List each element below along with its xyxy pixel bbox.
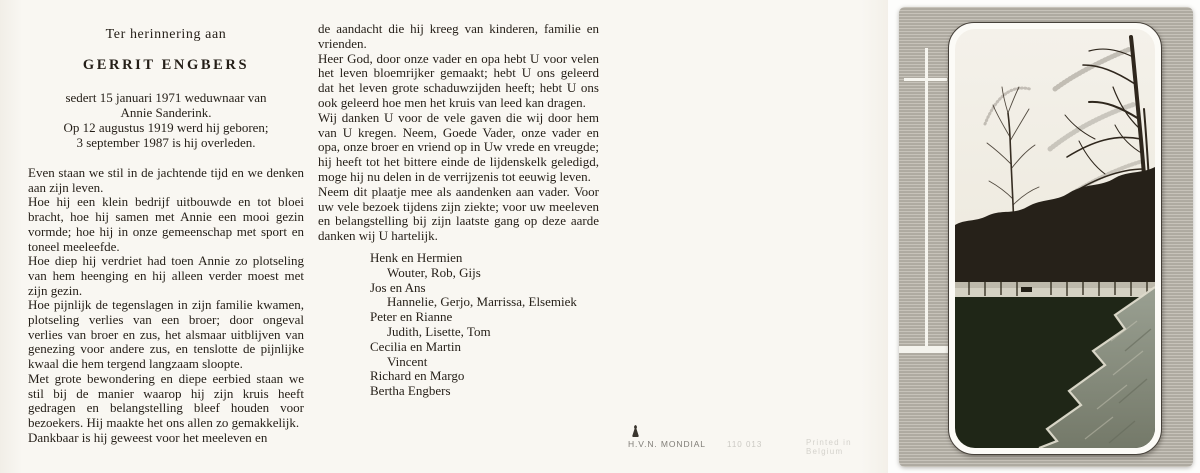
keepsake-paragraph: Neem dit plaatje mee als aandenken aan vader. Voor uw vele bezoek tijdens zijn ziekte; voor uw meeleven en belangstelling bij zijn laatste gang op deze aarde danken wij U hartelijk. bbox=[318, 183, 599, 244]
cross-icon bbox=[904, 78, 947, 81]
middle-column bbox=[318, 22, 599, 399]
family-line: Henk en Hermien bbox=[370, 249, 463, 265]
family-list bbox=[370, 251, 599, 399]
flood-band bbox=[955, 280, 1155, 299]
family-line: Peter en Rianne bbox=[370, 309, 453, 325]
vitae-line: sedert 15 januari 1971 weduwnaar van bbox=[65, 90, 267, 105]
printer-mark-icon bbox=[631, 425, 640, 437]
vitae-block bbox=[28, 90, 304, 150]
vitae-line: Annie Sanderink. bbox=[120, 105, 212, 120]
left-body-text bbox=[28, 166, 304, 445]
body-paragraph: de aandacht die hij kreeg van kinderen, familie en vrienden. bbox=[318, 21, 599, 51]
memorial-photo bbox=[955, 29, 1155, 448]
cross-base-line bbox=[899, 346, 949, 353]
family-line: Wouter, Rob, Gijs bbox=[387, 264, 481, 280]
photo-frame bbox=[948, 22, 1162, 455]
family-line: Judith, Lisette, Tom bbox=[387, 323, 491, 339]
family-line: Hannelie, Gerjo, Marrissa, Elsemiek bbox=[387, 294, 577, 310]
body-paragraph: Hoe diep hij verdriet had toen Annie zo plotseling van hem heenging en hij alleen verder moest met zijn gezin. bbox=[28, 253, 304, 298]
family-line: Cecilia en Martin bbox=[370, 338, 461, 354]
cross-icon bbox=[925, 48, 928, 346]
family-line: Vincent bbox=[387, 353, 428, 369]
printer-name: H.V.N. MONDIAL bbox=[628, 439, 706, 449]
family-line: Bertha Engbers bbox=[370, 383, 451, 399]
family-line: Jos en Ans bbox=[370, 279, 426, 295]
vitae-line: 3 september 1987 is hij overleden. bbox=[76, 135, 256, 150]
family-line: Richard en Margo bbox=[370, 368, 465, 384]
left-column bbox=[28, 27, 304, 445]
body-paragraph: Dankbaar is hij geweest voor het meeleven en bbox=[28, 429, 268, 445]
dedication-line: Ter herinnering aan bbox=[105, 27, 227, 42]
deceased-name: GERRIT ENGBERS bbox=[82, 57, 250, 73]
body-paragraph: Wij danken U voor de vele gaven die wij door hem van U kregen. Neem, Goede Vader, onze vader en opa, onze broer en vriend op in Uw vrede en vreugde; hij heeft tot het bittere einde de lijdenskelk geledigd, moge hij nu delen in de verrijzenis tot eeuwig leven. bbox=[318, 109, 599, 184]
body-paragraph: Hoe pijnlijk de tegenslagen in zijn familie kwamen, plotseling verlies van een broer; door ongeval verlies van broer en zus, het alsmaar uitblijven van genezing voor andere zus, en tenslotte de pijnlijke kwaal die hem tergend langzaam sloopte. bbox=[28, 297, 304, 372]
front-cover bbox=[899, 7, 1193, 467]
printed-in-label: Printed in Belgium bbox=[806, 438, 852, 456]
print-code: 110 013 bbox=[727, 440, 763, 449]
vitae-line: Op 12 augustus 1919 werd hij geboren; bbox=[63, 120, 269, 135]
body-paragraph: Met grote bewondering en diepe eerbied staan we stil bij de manier waarop hij zijn kruis heeft gedragen en belangstelling bleef houden voor bezoekers. Hij maakte het ons allen zo gemakkelijk. bbox=[28, 370, 304, 430]
body-paragraph: Even staan we stil in de jachtende tijd en we denken aan zijn leven. bbox=[28, 165, 304, 195]
body-paragraph: Hoe hij een klein bedrijf uitbouwde en tot bloei bracht, hoe hij samen met Annie een mooi gezin vormde; hoe hij in onze gemeenschap met sport en toneel meeleefde. bbox=[28, 194, 304, 254]
body-paragraph: Heer God, door onze vader en opa hebt U voor velen het leven bloemrijker gemaakt; hebt U ons geleerd dat het leven grote schaduwzijden heeft; hebt U ons ook geleerd hoe men het kruis van leed kan dragen. bbox=[318, 50, 599, 110]
